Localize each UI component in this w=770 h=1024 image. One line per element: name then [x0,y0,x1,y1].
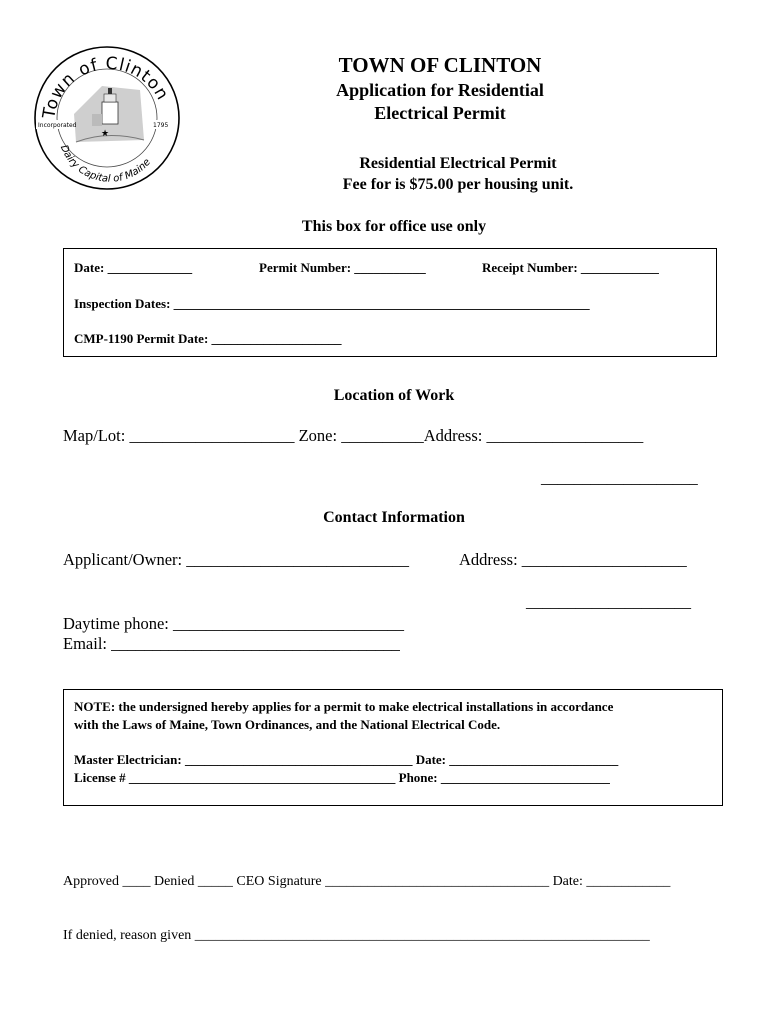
fee-text: Fee for is $75.00 per housing unit. [342,176,574,193]
office-date-field[interactable]: Date: _____________ [74,260,193,275]
denied-reason-field[interactable]: If denied, reason given _________________________________________________________________ [63,928,650,943]
permit-number-field[interactable]: Permit Number: ___________ [259,260,426,275]
note-box [63,689,723,806]
form-title-line2: Electrical Permit [374,103,506,123]
seal-year-text: 1795 [153,122,169,129]
inspection-dates-field[interactable]: Inspection Dates: ________________________________________________________________ [74,296,590,311]
town-seal-logo [32,44,182,192]
receipt-number-field[interactable]: Receipt Number: ____________ [482,260,659,275]
seal-building-icon [74,86,144,142]
seal-arc-bottom-text: Dairy Capital of Maine [57,143,153,185]
seal-incorporated-text: Incorporated [38,122,77,129]
applicant-owner-field[interactable]: Applicant/Owner: ___________________________ [63,550,410,569]
cmp-permit-date-field[interactable]: CMP-1190 Permit Date: ____________________ [74,331,342,346]
office-use-caption: This box for office use only [301,218,487,235]
town-title: TOWN OF CLINTON [338,53,542,77]
form-subtitle: Residential Electrical Permit [359,155,557,172]
form-title-line1: Application for Residential [336,80,544,100]
contact-address-line2[interactable]: ____________________ [526,592,691,611]
svg-text:★: ★ [101,129,110,139]
master-electrician-field[interactable]: Master Electrician: ___________________________________ Date: __________________________ [74,752,619,767]
location-address-line2[interactable]: ___________________ [541,468,698,487]
svg-text:Dairy Capital of Maine [58,143,153,184]
approval-signature-line[interactable]: Approved ____ Denied _____ CEO Signature ________________________________ Date: ____________ [63,874,671,889]
contact-address-field[interactable]: Address: ____________________ [459,550,687,569]
note-line2: with the Laws of Maine, Town Ordinances, and the National Electrical Code. [74,717,501,732]
note-line1: NOTE: the undersigned hereby applies for a permit to make electrical installations in accordance [74,699,614,714]
maplot-zone-address-field[interactable]: Map/Lot: ____________________ Zone: __________Address: ___________________ [63,426,644,445]
daytime-phone-field[interactable]: Daytime phone: ____________________________ [63,614,404,633]
office-use-box [63,248,717,357]
email-field[interactable]: Email: ___________________________________ [63,634,400,653]
license-field[interactable]: License # _________________________________________ Phone: __________________________ [74,770,610,785]
contact-heading: Contact Information [323,509,465,526]
seal-arc-top-text: Town of Clinton [39,53,173,120]
location-heading: Location of Work [333,387,455,404]
